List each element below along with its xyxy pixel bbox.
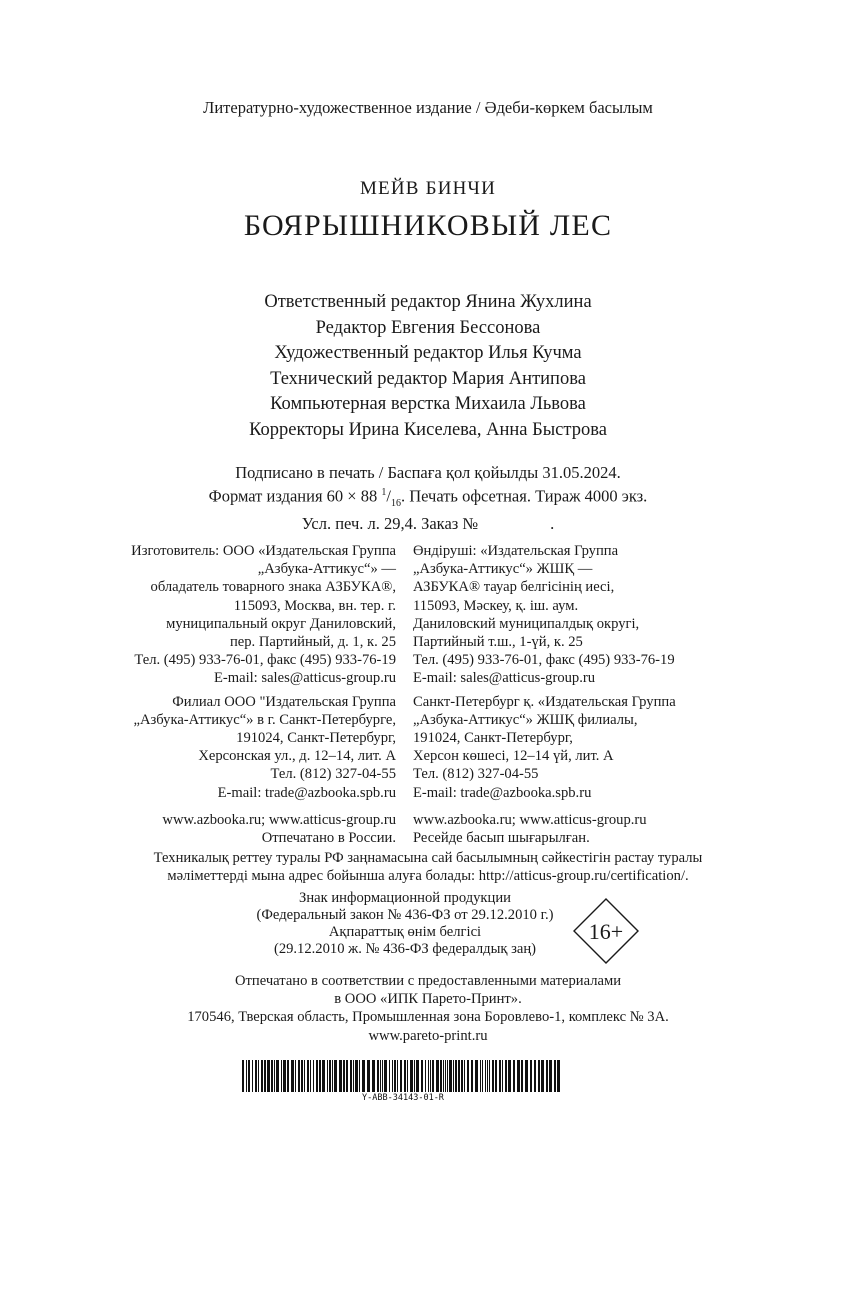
book-title: БОЯРЫШНИКОВЫЙ ЛЕС (243, 209, 613, 242)
manufacturer-line: „Азбука-Аттикус“» ЖШҚ — (413, 561, 593, 578)
age-rating-label: 16+ (588, 919, 624, 944)
printed-in: Ресейде басып шығарылған. (413, 830, 590, 847)
branch-line: „Азбука-Аттикус“» в г. Санкт-Петербурге, (133, 711, 396, 728)
manufacturer-line: 115093, Мәскеу, қ. іш. аум. (413, 597, 579, 614)
barcode-code: Y-ABB-34143-01-R (362, 1093, 444, 1103)
info-sign-line: (Федеральный закон № 436-ФЗ от 29.12.2010 г.) (256, 907, 554, 923)
manufacturer-line: 115093, Москва, вн. тер. г. (233, 597, 396, 614)
print-info (0, 463, 856, 534)
staff-line: Редактор Евгения Бессонова (315, 317, 541, 338)
branch-line: Херсонская ул., д. 12–14, лит. А (198, 748, 396, 765)
websites: www.azbooka.ru; www.atticus-group.ru (162, 811, 396, 828)
signed-date: Подписано в печать / Баспаға қол қойылды 31.05.2024. (235, 463, 621, 482)
manufacturer-email: E-mail: sales@atticus-group.ru (213, 670, 396, 687)
barcode (240, 1060, 566, 1103)
staff-line: Компьютерная верстка Михаила Львова (270, 394, 586, 415)
manufacturer-line: муниципальный округ Даниловский, (166, 615, 396, 632)
manufacturer-line: „Азбука-Аттикус“» — (257, 561, 396, 578)
format-suffix: . Печать офсетная. Тираж 4000 экз. (400, 486, 648, 506)
printer-line: в ООО «ИПК Парето-Принт». (334, 991, 522, 1008)
certification-line: Техникалық реттеу туралы РФ заңнамасына сай басылымның сәйкестігін растау туралы (153, 850, 703, 866)
author-name: МЕЙВ БИНЧИ (359, 178, 497, 199)
manufacturer-line: Тел. (495) 933-76-01, факс (495) 933-76-19 (134, 652, 396, 669)
branch-line: „Азбука-Аттикус“» ЖШҚ филиалы, (413, 711, 638, 728)
info-sign-line: Ақпараттық өнім белгісі (328, 924, 482, 940)
staff-line: Корректоры Ирина Киселева, Анна Быстрова (249, 419, 607, 440)
staff-line: Художественный редактор Илья Кучма (274, 343, 582, 364)
staff-line: Ответственный редактор Янина Жухлина (264, 292, 592, 312)
sheets-line (0, 514, 856, 534)
staff-line: Технический редактор Мария Антипова (270, 368, 586, 389)
certification-note (0, 849, 856, 885)
publisher-info-ru (60, 542, 396, 847)
info-sign-line: Знак информационной продукции (299, 890, 511, 906)
manufacturer-line: Тел. (495) 933-76-01, факс (495) 933-76-19 (413, 652, 675, 669)
manufacturer-email: E-mail: sales@atticus-group.ru (413, 670, 596, 687)
sheets-end: . (550, 513, 555, 533)
printer-line: Отпечатано в соответствии с предоставленными материалами (234, 973, 621, 989)
manufacturer-line: пер. Партийный, д. 1, к. 25 (229, 634, 396, 651)
manufacturer-line: Өндіруші: «Издательская Группа (413, 543, 619, 559)
printer-website: www.pareto-print.ru (368, 1027, 488, 1044)
format-den: 16 (390, 497, 401, 509)
branch-line: 191024, Санкт-Петербург, (413, 730, 573, 747)
manufacturer-line: обладатель товарного знака АЗБУКА®, (150, 579, 396, 596)
branch-line: Тел. (812) 327-04-55 (413, 766, 539, 783)
manufacturer-line: Изготовитель: ООО «Издательская Группа (131, 543, 396, 559)
printed-in: Отпечатано в России. (261, 830, 396, 847)
manufacturer-line: Партийный т.ш., 1-үй, к. 25 (413, 634, 583, 651)
branch-line: Херсон көшесі, 12–14 үй, лит. А (413, 748, 614, 765)
barcode-bars (240, 1060, 566, 1092)
manufacturer-line: Даниловский муниципалдық округі, (413, 615, 640, 632)
branch-email: E-mail: trade@azbooka.spb.ru (413, 784, 592, 801)
info-sign-line: (29.12.2010 ж. № 436-ФЗ федералдық заң) (273, 941, 537, 957)
certification-line: мәліметтерді мына адрес бойынша алуға болады: http://atticus-group.ru/certification/. (167, 868, 689, 884)
format-slash: / (386, 486, 391, 506)
branch-line: 191024, Санкт-Петербург, (236, 730, 396, 747)
printer-info (0, 972, 856, 1045)
age-rating-badge (573, 898, 639, 964)
websites: www.azbooka.ru; www.atticus-group.ru (413, 811, 647, 828)
branch-line: Санкт-Петербург қ. «Издательская Группа (413, 693, 676, 710)
format-num: 1 (381, 487, 387, 498)
branch-email: E-mail: trade@azbooka.spb.ru (217, 784, 396, 801)
printer-line: 170546, Тверская область, Промышленная зона Боровлево-1, комплекс № 3А. (187, 1009, 669, 1026)
staff-credits (0, 290, 856, 444)
format-line (0, 483, 856, 514)
sheets-text: Усл. печ. л. 29,4. Заказ № (301, 513, 479, 533)
branch-line: Филиал ООО "Издательская Группа (172, 693, 396, 710)
manufacturer-line: АЗБУКА® тауар белгісінің иесі, (413, 579, 615, 596)
publisher-info-kz (413, 542, 833, 847)
info-sign-text (200, 890, 610, 958)
format-prefix: Формат издания 60 × 88 (208, 486, 382, 506)
branch-line: Тел. (812) 327-04-55 (270, 766, 396, 783)
edition-type: Литературно-художественное издание / Әдеби-көркем басылым (203, 98, 653, 117)
